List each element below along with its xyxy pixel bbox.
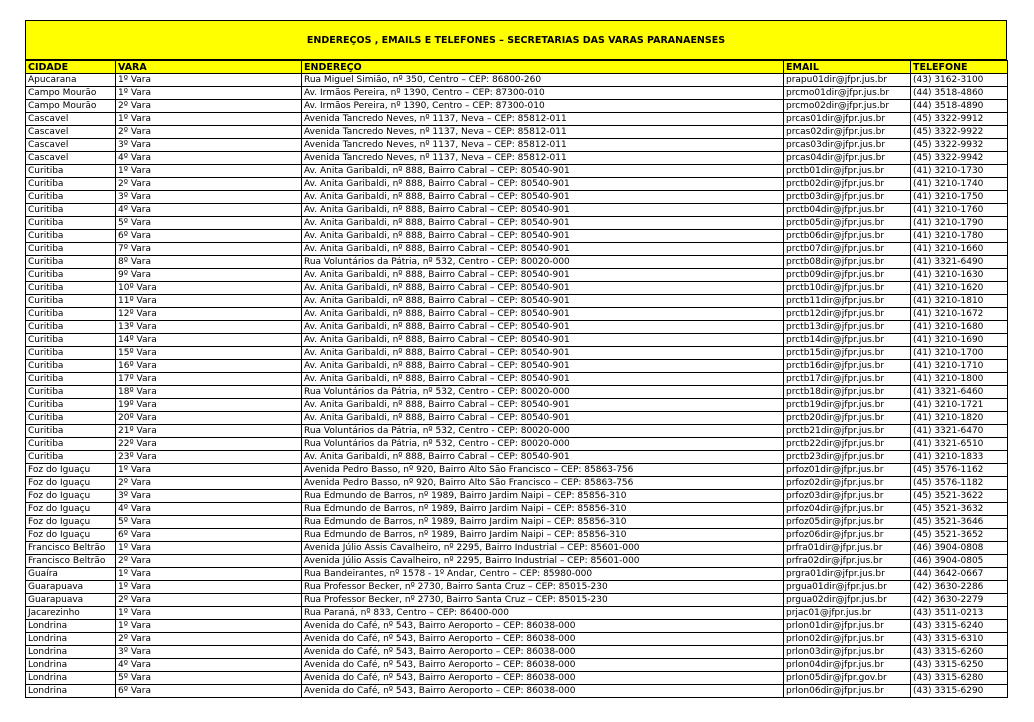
cell-vara: 1º Vara <box>116 165 302 178</box>
cell-cidade: Curitiba <box>26 412 116 425</box>
table-row <box>26 295 1008 308</box>
cell-cidade: Curitiba <box>26 347 116 360</box>
cell-cidade: Jacarezinho <box>26 607 116 620</box>
cell-telefone: (41) 3210-1780 <box>911 230 1008 243</box>
cell-vara: 4º Vara <box>116 659 302 672</box>
cell-vara: 1º Vara <box>116 87 302 100</box>
cell-telefone: (45) 3521-3652 <box>911 529 1008 542</box>
cell-cidade: Curitiba <box>26 321 116 334</box>
cell-vara: 1º Vara <box>116 568 302 581</box>
cell-endereco: Rua Voluntários da Pátria, nº 532, Centro - CEP: 80020-000 <box>302 256 784 269</box>
table-row <box>26 542 1008 555</box>
cell-email: prfra01dir@jfpr.jus.br <box>784 542 911 555</box>
cell-cidade: Londrina <box>26 685 116 698</box>
table-row <box>26 516 1008 529</box>
cell-email: prctb11dir@jfpr.jus.br <box>784 295 911 308</box>
table-row <box>26 269 1008 282</box>
cell-cidade: Curitiba <box>26 165 116 178</box>
cell-email: prcas02dir@jfpr.jus.br <box>784 126 911 139</box>
cell-email: prctb03dir@jfpr.jus.br <box>784 191 911 204</box>
cell-cidade: Curitiba <box>26 204 116 217</box>
cell-telefone: (42) 3630-2286 <box>911 581 1008 594</box>
table-row <box>26 568 1008 581</box>
cell-endereco: Avenida do Café, nº 543, Bairro Aeroporto – CEP: 86038-000 <box>302 646 784 659</box>
table-row <box>26 87 1008 100</box>
cell-endereco: Avenida do Café, nº 543, Bairro Aeroporto – CEP: 86038-000 <box>302 685 784 698</box>
cell-cidade: Curitiba <box>26 256 116 269</box>
cell-vara: 13º Vara <box>116 321 302 334</box>
cell-email: prctb05dir@jfpr.jus.br <box>784 217 911 230</box>
cell-telefone: (41) 3210-1833 <box>911 451 1008 464</box>
cell-endereco: Avenida Pedro Basso, nº 920, Bairro Alto São Francisco – CEP: 85863-756 <box>302 464 784 477</box>
cell-vara: 2º Vara <box>116 633 302 646</box>
cell-vara: 19º Vara <box>116 399 302 412</box>
cell-email: prfoz02dir@jfpr.jus.br <box>784 477 911 490</box>
table-row <box>26 464 1008 477</box>
cell-cidade: Foz do Iguaçu <box>26 477 116 490</box>
cell-endereco: Av. Anita Garibaldi, nº 888, Bairro Cabral – CEP: 80540-901 <box>302 230 784 243</box>
table-body <box>26 74 1008 698</box>
cell-telefone: (41) 3321-6470 <box>911 425 1008 438</box>
cell-telefone: (41) 3210-1690 <box>911 334 1008 347</box>
cell-vara: 21º Vara <box>116 425 302 438</box>
table-row <box>26 490 1008 503</box>
cell-telefone: (44) 3642-0667 <box>911 568 1008 581</box>
cell-cidade: Francisco Beltrão <box>26 542 116 555</box>
table-row <box>26 607 1008 620</box>
table-row <box>26 152 1008 165</box>
cell-telefone: (45) 3576-1162 <box>911 464 1008 477</box>
cell-vara: 5º Vara <box>116 217 302 230</box>
cell-cidade: Guarapuava <box>26 581 116 594</box>
cell-endereco: Av. Anita Garibaldi, nº 888, Bairro Cabral – CEP: 80540-901 <box>302 347 784 360</box>
cell-endereco: Avenida Tancredo Neves, nº 1137, Neva – CEP: 85812-011 <box>302 126 784 139</box>
cell-endereco: Av. Anita Garibaldi, nº 888, Bairro Cabral – CEP: 80540-901 <box>302 282 784 295</box>
cell-cidade: Londrina <box>26 633 116 646</box>
cell-cidade: Foz do Iguaçu <box>26 529 116 542</box>
cell-telefone: (41) 3210-1810 <box>911 295 1008 308</box>
cell-endereco: Avenida do Café, nº 543, Bairro Aeroporto – CEP: 86038-000 <box>302 672 784 685</box>
cell-cidade: Curitiba <box>26 334 116 347</box>
header-vara: VARA <box>116 61 302 74</box>
cell-cidade: Foz do Iguaçu <box>26 516 116 529</box>
cell-cidade: Curitiba <box>26 217 116 230</box>
cell-telefone: (41) 3210-1672 <box>911 308 1008 321</box>
table-row <box>26 243 1008 256</box>
cell-cidade: Curitiba <box>26 438 116 451</box>
cell-vara: 2º Vara <box>116 477 302 490</box>
cell-cidade: Curitiba <box>26 230 116 243</box>
cell-vara: 5º Vara <box>116 672 302 685</box>
cell-endereco: Av. Anita Garibaldi, nº 888, Bairro Cabral – CEP: 80540-901 <box>302 295 784 308</box>
cell-telefone: (41) 3210-1630 <box>911 269 1008 282</box>
cell-email: prcmo01dir@jfpr.jus.br <box>784 87 911 100</box>
cell-cidade: Curitiba <box>26 360 116 373</box>
cell-vara: 1º Vara <box>116 464 302 477</box>
cell-endereco: Av. Anita Garibaldi, nº 888, Bairro Cabral – CEP: 80540-901 <box>302 373 784 386</box>
cell-endereco: Rua Edmundo de Barros, nº 1989, Bairro Jardim Naipi – CEP: 85856-310 <box>302 529 784 542</box>
cell-vara: 2º Vara <box>116 100 302 113</box>
cell-email: prjac01@jfpr.jus.br <box>784 607 911 620</box>
cell-email: prfoz01dir@jfpr.jus.br <box>784 464 911 477</box>
cell-endereco: Av. Anita Garibaldi, nº 888, Bairro Cabral – CEP: 80540-901 <box>302 204 784 217</box>
header-telefone: TELEFONE <box>911 61 1008 74</box>
cell-vara: 6º Vara <box>116 230 302 243</box>
cell-vara: 23º Vara <box>116 451 302 464</box>
cell-email: prfoz04dir@jfpr.jus.br <box>784 503 911 516</box>
cell-cidade: Cascavel <box>26 152 116 165</box>
cell-telefone: (44) 3518-4890 <box>911 100 1008 113</box>
cell-vara: 2º Vara <box>116 594 302 607</box>
cell-endereco: Avenida do Café, nº 543, Bairro Aeroporto – CEP: 86038-000 <box>302 659 784 672</box>
cell-email: prctb01dir@jfpr.jus.br <box>784 165 911 178</box>
cell-email: prlon02dir@jfpr.jus.br <box>784 633 911 646</box>
cell-cidade: Curitiba <box>26 451 116 464</box>
cell-endereco: Avenida do Café, nº 543, Bairro Aeroporto – CEP: 86038-000 <box>302 633 784 646</box>
cell-endereco: Av. Anita Garibaldi, nº 888, Bairro Cabral – CEP: 80540-901 <box>302 399 784 412</box>
table-row <box>26 594 1008 607</box>
cell-endereco: Av. Anita Garibaldi, nº 888, Bairro Cabral – CEP: 80540-901 <box>302 412 784 425</box>
table-row <box>26 256 1008 269</box>
cell-cidade: Curitiba <box>26 308 116 321</box>
cell-cidade: Guarapuava <box>26 594 116 607</box>
cell-vara: 1º Vara <box>116 74 302 87</box>
table-row <box>26 100 1008 113</box>
cell-endereco: Av. Anita Garibaldi, nº 888, Bairro Cabral – CEP: 80540-901 <box>302 269 784 282</box>
cell-email: prctb02dir@jfpr.jus.br <box>784 178 911 191</box>
cell-endereco: Av. Anita Garibaldi, nº 888, Bairro Cabral – CEP: 80540-901 <box>302 178 784 191</box>
table-row <box>26 126 1008 139</box>
table-row <box>26 620 1008 633</box>
cell-cidade: Curitiba <box>26 282 116 295</box>
cell-cidade: Apucarana <box>26 74 116 87</box>
cell-vara: 8º Vara <box>116 256 302 269</box>
cell-vara: 2º Vara <box>116 555 302 568</box>
cell-telefone: (45) 3322-9932 <box>911 139 1008 152</box>
header-email: EMAIL <box>784 61 911 74</box>
cell-vara: 3º Vara <box>116 191 302 204</box>
cell-telefone: (41) 3210-1800 <box>911 373 1008 386</box>
cell-endereco: Avenida Júlio Assis Cavalheiro, nº 2295, Bairro Industrial – CEP: 85601-000 <box>302 555 784 568</box>
header-cidade: CIDADE <box>26 61 116 74</box>
table-row <box>26 204 1008 217</box>
cell-cidade: Curitiba <box>26 399 116 412</box>
cell-telefone: (41) 3210-1790 <box>911 217 1008 230</box>
cell-vara: 17º Vara <box>116 373 302 386</box>
cell-email: prcas04dir@jfpr.jus.br <box>784 152 911 165</box>
table-row <box>26 477 1008 490</box>
cell-cidade: Francisco Beltrão <box>26 555 116 568</box>
cell-cidade: Curitiba <box>26 191 116 204</box>
cell-vara: 9º Vara <box>116 269 302 282</box>
cell-telefone: (41) 3210-1730 <box>911 165 1008 178</box>
cell-email: prctb23dir@jfpr.jus.br <box>784 451 911 464</box>
cell-endereco: Avenida Pedro Basso, nº 920, Bairro Alto São Francisco – CEP: 85863-756 <box>302 477 784 490</box>
table-row <box>26 412 1008 425</box>
cell-email: prctb22dir@jfpr.jus.br <box>784 438 911 451</box>
cell-telefone: (41) 3210-1620 <box>911 282 1008 295</box>
table-row <box>26 529 1008 542</box>
cell-telefone: (45) 3322-9942 <box>911 152 1008 165</box>
table-row <box>26 633 1008 646</box>
cell-cidade: Curitiba <box>26 373 116 386</box>
cell-email: prfra02dir@jfpr.jus.br <box>784 555 911 568</box>
cell-telefone: (46) 3904-0808 <box>911 542 1008 555</box>
cell-vara: 10º Vara <box>116 282 302 295</box>
cell-endereco: Rua Edmundo de Barros, nº 1989, Bairro Jardim Naipi – CEP: 85856-310 <box>302 516 784 529</box>
cell-endereco: Av. Irmãos Pereira, nº 1390, Centro – CEP: 87300-010 <box>302 100 784 113</box>
cell-endereco: Avenida do Café, nº 543, Bairro Aeroporto – CEP: 86038-000 <box>302 620 784 633</box>
cell-email: prctb13dir@jfpr.jus.br <box>784 321 911 334</box>
cell-telefone: (46) 3904-0805 <box>911 555 1008 568</box>
cell-cidade: Cascavel <box>26 139 116 152</box>
table-row <box>26 555 1008 568</box>
cell-email: prfoz05dir@jfpr.jus.br <box>784 516 911 529</box>
cell-endereco: Avenida Tancredo Neves, nº 1137, Neva – CEP: 85812-011 <box>302 113 784 126</box>
cell-telefone: (45) 3521-3632 <box>911 503 1008 516</box>
cell-email: prfoz06dir@jfpr.jus.br <box>784 529 911 542</box>
cell-endereco: Rua Paraná, nº 833, Centro – CEP: 86400-000 <box>302 607 784 620</box>
cell-endereco: Rua Edmundo de Barros, nº 1989, Bairro Jardim Naipi – CEP: 85856-310 <box>302 490 784 503</box>
table-row <box>26 360 1008 373</box>
table-row <box>26 399 1008 412</box>
cell-telefone: (41) 3210-1710 <box>911 360 1008 373</box>
cell-endereco: Av. Irmãos Pereira, nº 1390, Centro – CEP: 87300-010 <box>302 87 784 100</box>
cell-endereco: Av. Anita Garibaldi, nº 888, Bairro Cabral – CEP: 80540-901 <box>302 165 784 178</box>
cell-vara: 1º Vara <box>116 113 302 126</box>
header-endereco: ENDEREÇO <box>302 61 784 74</box>
cell-cidade: Londrina <box>26 646 116 659</box>
cell-telefone: (45) 3521-3646 <box>911 516 1008 529</box>
cell-vara: 22º Vara <box>116 438 302 451</box>
cell-vara: 3º Vara <box>116 139 302 152</box>
cell-vara: 12º Vara <box>116 308 302 321</box>
cell-cidade: Curitiba <box>26 243 116 256</box>
cell-email: prcmo02dir@jfpr.jus.br <box>784 100 911 113</box>
cell-endereco: Av. Anita Garibaldi, nº 888, Bairro Cabral – CEP: 80540-901 <box>302 191 784 204</box>
document-sheet <box>25 20 1007 698</box>
cell-endereco: Av. Anita Garibaldi, nº 888, Bairro Cabral – CEP: 80540-901 <box>302 334 784 347</box>
cell-endereco: Av. Anita Garibaldi, nº 888, Bairro Cabral – CEP: 80540-901 <box>302 243 784 256</box>
cell-endereco: Rua Professor Becker, nº 2730, Bairro Santa Cruz – CEP: 85015-230 <box>302 594 784 607</box>
cell-email: prapu01dir@jfpr.jus.br <box>784 74 911 87</box>
table-row <box>26 425 1008 438</box>
cell-vara: 16º Vara <box>116 360 302 373</box>
cell-email: prctb04dir@jfpr.jus.br <box>784 204 911 217</box>
cell-telefone: (41) 3321-6490 <box>911 256 1008 269</box>
table-row <box>26 217 1008 230</box>
cell-vara: 20º Vara <box>116 412 302 425</box>
cell-vara: 6º Vara <box>116 529 302 542</box>
cell-telefone: (43) 3315-6260 <box>911 646 1008 659</box>
cell-telefone: (43) 3511-0213 <box>911 607 1008 620</box>
document-title: ENDEREÇOS , EMAILS E TELEFONES – SECRETARIAS DAS VARAS PARANAENSES <box>25 20 1007 60</box>
cell-vara: 11º Vara <box>116 295 302 308</box>
table-row <box>26 139 1008 152</box>
cell-cidade: Londrina <box>26 672 116 685</box>
table-row <box>26 74 1008 87</box>
table-row <box>26 334 1008 347</box>
cell-cidade: Curitiba <box>26 178 116 191</box>
cell-vara: 18º Vara <box>116 386 302 399</box>
table-row <box>26 672 1008 685</box>
cell-vara: 3º Vara <box>116 490 302 503</box>
cell-endereco: Avenida Tancredo Neves, nº 1137, Neva – CEP: 85812-011 <box>302 152 784 165</box>
cell-vara: 1º Vara <box>116 607 302 620</box>
table-row <box>26 685 1008 698</box>
cell-email: prgra01dir@jfpr.jus.br <box>784 568 911 581</box>
cell-endereco: Rua Voluntários da Pátria, nº 532, Centro - CEP: 80020-000 <box>302 438 784 451</box>
cell-email: prlon04dir@jfpr.jus.br <box>784 659 911 672</box>
cell-email: prctb09dir@jfpr.jus.br <box>784 269 911 282</box>
cell-telefone: (43) 3315-6290 <box>911 685 1008 698</box>
table-header-row <box>26 61 1008 74</box>
cell-telefone: (41) 3210-1740 <box>911 178 1008 191</box>
table-row <box>26 373 1008 386</box>
cell-email: prctb08dir@jfpr.jus.br <box>784 256 911 269</box>
table-row <box>26 386 1008 399</box>
cell-telefone: (43) 3315-6310 <box>911 633 1008 646</box>
cell-telefone: (45) 3521-3622 <box>911 490 1008 503</box>
cell-email: prfoz03dir@jfpr.jus.br <box>784 490 911 503</box>
cell-email: prctb18dir@jfpr.jus.br <box>784 386 911 399</box>
cell-email: prgua02dir@jfpr.jus.br <box>784 594 911 607</box>
cell-cidade: Foz do Iguaçu <box>26 464 116 477</box>
cell-endereco: Rua Professor Becker, nº 2730, Bairro Santa Cruz – CEP: 85015-230 <box>302 581 784 594</box>
cell-email: prctb20dir@jfpr.jus.br <box>784 412 911 425</box>
table-row <box>26 191 1008 204</box>
cell-email: prctb14dir@jfpr.jus.br <box>784 334 911 347</box>
cell-telefone: (41) 3210-1680 <box>911 321 1008 334</box>
cell-endereco: Rua Bandeirantes, nº 1578 - 1º Andar, Centro – CEP: 85980-000 <box>302 568 784 581</box>
cell-email: prcas01dir@jfpr.jus.br <box>784 113 911 126</box>
cell-endereco: Rua Edmundo de Barros, nº 1989, Bairro Jardim Naipi – CEP: 85856-310 <box>302 503 784 516</box>
cell-cidade: Cascavel <box>26 113 116 126</box>
cell-telefone: (44) 3518-4860 <box>911 87 1008 100</box>
cell-vara: 1º Vara <box>116 620 302 633</box>
table-row <box>26 646 1008 659</box>
table-row <box>26 438 1008 451</box>
cell-cidade: Foz do Iguaçu <box>26 503 116 516</box>
table-row <box>26 321 1008 334</box>
table-row <box>26 282 1008 295</box>
cell-cidade: Campo Mourão <box>26 87 116 100</box>
table-row <box>26 230 1008 243</box>
cell-email: prctb21dir@jfpr.jus.br <box>784 425 911 438</box>
cell-email: prctb07dir@jfpr.jus.br <box>784 243 911 256</box>
cell-cidade: Londrina <box>26 659 116 672</box>
cell-telefone: (43) 3162-3100 <box>911 74 1008 87</box>
table-row <box>26 165 1008 178</box>
cell-endereco: Av. Anita Garibaldi, nº 888, Bairro Cabral – CEP: 80540-901 <box>302 217 784 230</box>
cell-telefone: (42) 3630-2279 <box>911 594 1008 607</box>
cell-vara: 4º Vara <box>116 152 302 165</box>
cell-vara: 7º Vara <box>116 243 302 256</box>
cell-vara: 5º Vara <box>116 516 302 529</box>
cell-vara: 14º Vara <box>116 334 302 347</box>
cell-vara: 15º Vara <box>116 347 302 360</box>
cell-telefone: (43) 3315-6250 <box>911 659 1008 672</box>
cell-cidade: Curitiba <box>26 269 116 282</box>
cell-endereco: Av. Anita Garibaldi, nº 888, Bairro Cabral – CEP: 80540-901 <box>302 321 784 334</box>
cell-vara: 2º Vara <box>116 126 302 139</box>
cell-telefone: (41) 3210-1700 <box>911 347 1008 360</box>
table-row <box>26 503 1008 516</box>
cell-telefone: (45) 3576-1182 <box>911 477 1008 490</box>
contacts-table <box>25 60 1008 698</box>
cell-cidade: Cascavel <box>26 126 116 139</box>
cell-vara: 4º Vara <box>116 204 302 217</box>
cell-email: prctb17dir@jfpr.jus.br <box>784 373 911 386</box>
cell-endereco: Avenida Júlio Assis Cavalheiro, nº 2295, Bairro Industrial – CEP: 85601-000 <box>302 542 784 555</box>
cell-telefone: (41) 3210-1721 <box>911 399 1008 412</box>
table-row <box>26 178 1008 191</box>
table-row <box>26 581 1008 594</box>
cell-email: prgua01dir@jfpr.jus.br <box>784 581 911 594</box>
cell-endereco: Rua Miguel Simião, nº 350, Centro – CEP: 86800-260 <box>302 74 784 87</box>
cell-endereco: Av. Anita Garibaldi, nº 888, Bairro Cabral – CEP: 80540-901 <box>302 308 784 321</box>
cell-cidade: Curitiba <box>26 425 116 438</box>
cell-email: prctb19dir@jfpr.jus.br <box>784 399 911 412</box>
cell-vara: 6º Vara <box>116 685 302 698</box>
table-row <box>26 347 1008 360</box>
cell-endereco: Av. Anita Garibaldi, nº 888, Bairro Cabral – CEP: 80540-901 <box>302 360 784 373</box>
cell-email: prlon05dir@jfpr.gov.br <box>784 672 911 685</box>
cell-vara: 1º Vara <box>116 542 302 555</box>
table-row <box>26 451 1008 464</box>
cell-endereco: Rua Voluntários da Pátria, nº 532, Centro - CEP: 80020-000 <box>302 425 784 438</box>
cell-telefone: (43) 3315-6280 <box>911 672 1008 685</box>
table-row <box>26 659 1008 672</box>
table-row <box>26 113 1008 126</box>
cell-endereco: Av. Anita Garibaldi, nº 888, Bairro Cabral – CEP: 80540-901 <box>302 451 784 464</box>
cell-cidade: Curitiba <box>26 295 116 308</box>
cell-telefone: (41) 3321-6460 <box>911 386 1008 399</box>
cell-endereco: Rua Voluntários da Pátria, nº 532, Centro - CEP: 80020-000 <box>302 386 784 399</box>
cell-telefone: (41) 3210-1820 <box>911 412 1008 425</box>
cell-cidade: Curitiba <box>26 386 116 399</box>
cell-email: prlon01dir@jfpr.jus.br <box>784 620 911 633</box>
cell-telefone: (41) 3321-6510 <box>911 438 1008 451</box>
cell-email: prctb10dir@jfpr.jus.br <box>784 282 911 295</box>
cell-email: prlon06dir@jfpr.jus.br <box>784 685 911 698</box>
cell-telefone: (41) 3210-1750 <box>911 191 1008 204</box>
cell-vara: 4º Vara <box>116 503 302 516</box>
cell-vara: 1º Vara <box>116 581 302 594</box>
cell-vara: 3º Vara <box>116 646 302 659</box>
cell-email: prcas03dir@jfpr.jus.br <box>784 139 911 152</box>
cell-endereco: Avenida Tancredo Neves, nº 1137, Neva – CEP: 85812-011 <box>302 139 784 152</box>
cell-cidade: Londrina <box>26 620 116 633</box>
cell-email: prctb16dir@jfpr.jus.br <box>784 360 911 373</box>
cell-cidade: Foz do Iguaçu <box>26 490 116 503</box>
cell-telefone: (45) 3322-9922 <box>911 126 1008 139</box>
cell-email: prctb06dir@jfpr.jus.br <box>784 230 911 243</box>
cell-email: prlon03dir@jfpr.jus.br <box>784 646 911 659</box>
cell-vara: 2º Vara <box>116 178 302 191</box>
cell-telefone: (43) 3315-6240 <box>911 620 1008 633</box>
table-row <box>26 308 1008 321</box>
cell-email: prctb12dir@jfpr.jus.br <box>784 308 911 321</box>
cell-telefone: (45) 3322-9912 <box>911 113 1008 126</box>
cell-cidade: Campo Mourão <box>26 100 116 113</box>
cell-email: prctb15dir@jfpr.jus.br <box>784 347 911 360</box>
cell-telefone: (41) 3210-1660 <box>911 243 1008 256</box>
cell-telefone: (41) 3210-1760 <box>911 204 1008 217</box>
cell-cidade: Guaíra <box>26 568 116 581</box>
